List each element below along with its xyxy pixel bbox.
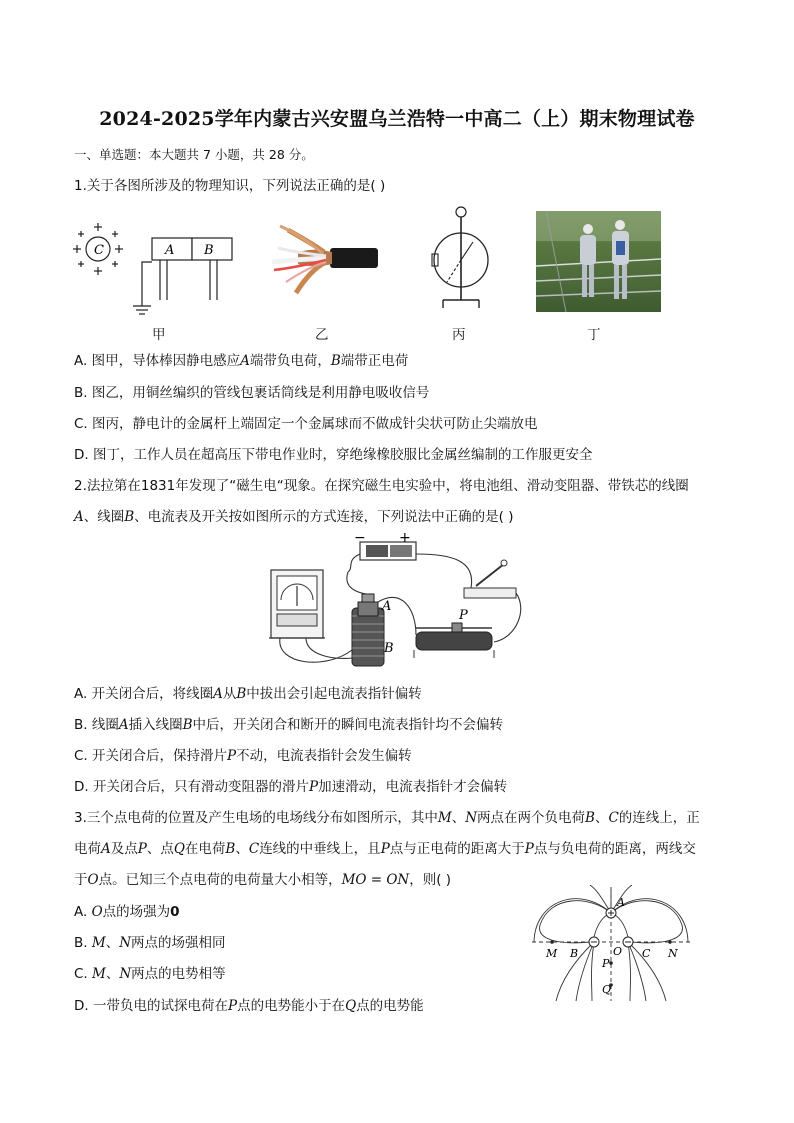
coil-b-label: B: [384, 641, 394, 656]
q3-option-b: B. M、N两点的场强相同: [74, 935, 226, 951]
q2-option-b: B. 线圈A插入线圈B中后，开关闭合和断开的瞬间电流表指针均不会偏转: [74, 717, 504, 733]
conductor-a-label: A: [165, 243, 175, 258]
point-m-label: M: [546, 947, 558, 960]
q3-stem-line1: 3.三个点电荷的位置及产生电场的电场线分布如图所示，其中M、N两点在两个负电荷B、C的连线上，正: [74, 810, 700, 826]
charge-a-label: A: [617, 896, 625, 909]
q1-option-b: B. 图乙，用铜丝编织的管线包裹话筒线是利用静电吸收信号: [74, 385, 430, 401]
point-o-label: O: [613, 945, 623, 958]
exam-title: 2024-2025学年内蒙古兴安盟乌兰浩特一中高二（上）期末物理试卷: [99, 108, 695, 130]
q2-option-a: A. 开关闭合后，将线圈A从B中拔出会引起电流表指针偏转: [74, 686, 422, 702]
point-p-label: P: [602, 957, 610, 970]
q3-option-c: C. M、N两点的电势相等: [74, 966, 226, 982]
charge-c-label: C: [94, 243, 104, 258]
q2-stem-line1: 2.法拉第在1831年发现了“磁生电“现象。在探究磁生电实验中，将电池组、滑动变阻器、带铁芯的线圈: [74, 478, 689, 494]
q3-option-a: A. O点的场强为0: [74, 904, 180, 920]
figure-ding-live-line-workers-photo: [536, 211, 661, 312]
q1-option-a: A. 图甲，导体棒因静电感应A端带负电荷，B端带正电荷: [74, 353, 409, 369]
q1-option-d: D. 图丁，工作人员在超高压下带电作业时，穿绝缘橡胶服比金属丝编制的工作服更安全: [74, 447, 593, 463]
caption-yi: 乙: [315, 327, 329, 343]
battery-minus-label: −: [354, 530, 366, 546]
caption-jia: 甲: [152, 327, 166, 343]
point-n-label: N: [668, 947, 678, 960]
section-heading: 一、单选题：本大题共 7 小题，共 28 分。: [74, 147, 314, 162]
q3-option-d: D. 一带负电的试探电荷在P点的电势能小于在Q点的电势能: [74, 998, 424, 1014]
charge-c-label: C: [642, 947, 651, 960]
figure-jia-electrostatic-induction: [70, 222, 240, 317]
q1-stem: 1.关于各图所涉及的物理知识，下列说法正确的是( ): [74, 178, 386, 194]
q2-option-c: C. 开关闭合后，保持滑片P不动，电流表指针会发生偏转: [74, 748, 412, 764]
figure-faraday-induction-circuit: [266, 530, 526, 675]
battery-plus-label: +: [399, 530, 411, 546]
coil-a-label: A: [382, 599, 392, 614]
conductor-b-label: B: [204, 243, 214, 258]
q3-stem-line2: 电荷A及点P、点Q在电荷B、C连线的中垂线上，且P点与正电荷的距离大于P点与负电荷的距离，两线交: [74, 841, 696, 857]
slider-p-label: P: [459, 608, 468, 623]
figure-yi-braided-cable: [268, 218, 383, 303]
caption-bing: 丙: [452, 327, 466, 343]
q1-option-c: C. 图丙，静电计的金属杆上端固定一个金属球而不做成针尖状可防止尖端放电: [74, 416, 538, 432]
q3-stem-line3: 于O点。已知三个点电荷的电荷量大小相等，MO = ON，则( ): [74, 872, 452, 888]
caption-ding: 丁: [587, 327, 601, 343]
figure-bing-electroscope: [425, 202, 500, 322]
point-q-label: Q: [602, 983, 612, 996]
figure-three-point-charges-field-lines: [530, 885, 694, 1005]
q2-option-d: D. 开关闭合后，只有滑动变阻器的滑片P加速滑动，电流表指针才会偏转: [74, 779, 508, 795]
charge-b-label: B: [570, 947, 579, 960]
q2-stem-line2: A、线圈B、电流表及开关按如图所示的方式连接，下列说法中正确的是( ): [74, 509, 514, 525]
